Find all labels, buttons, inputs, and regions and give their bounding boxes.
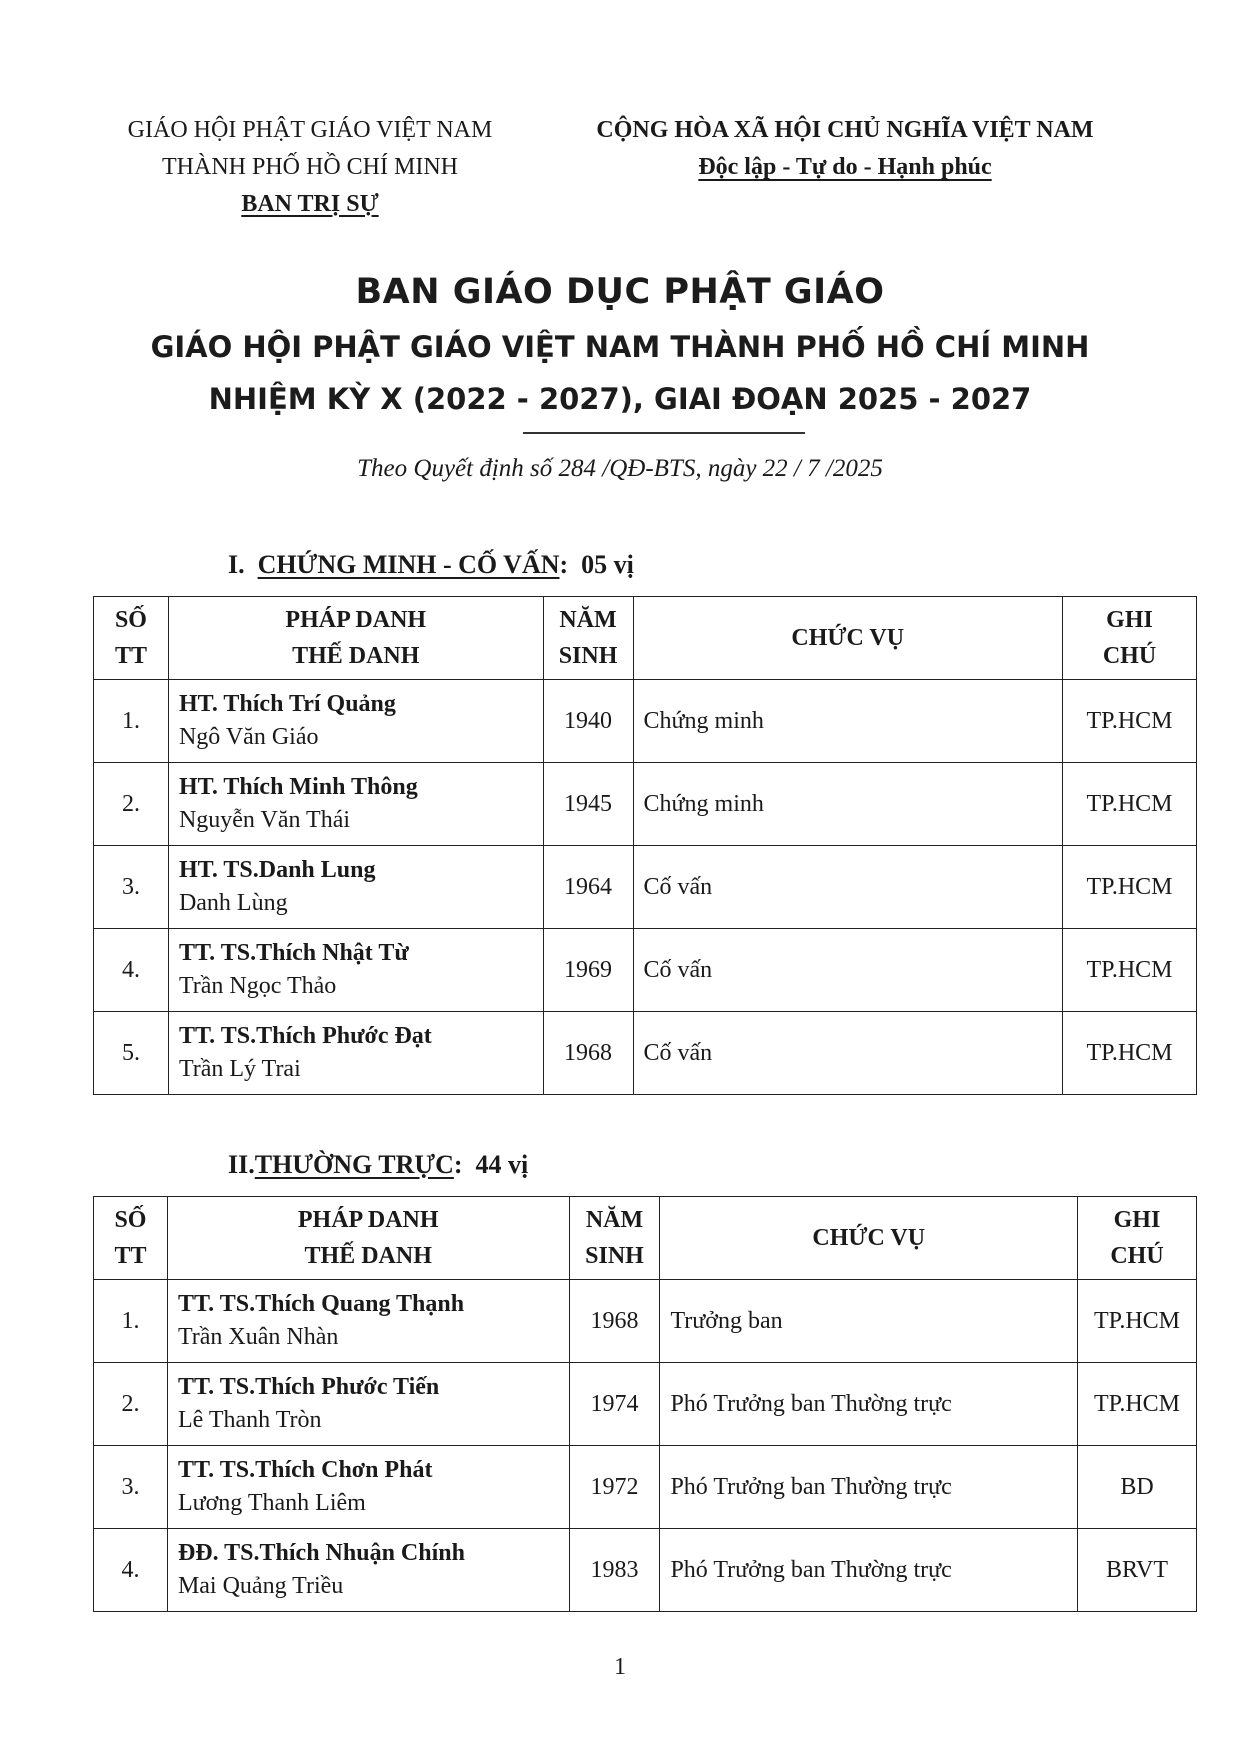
section-1-prefix: I. [228, 550, 258, 579]
lay-name: Trần Lý Trai [178, 1056, 301, 1082]
section-2-count: : 44 vị [453, 1150, 529, 1179]
col-note-line-2: CHÚ [1110, 1243, 1164, 1269]
col-name-header [167, 1197, 569, 1280]
cell-name [168, 680, 543, 763]
section-2-heading [228, 1150, 528, 1180]
col-year-header [569, 1197, 660, 1280]
cell-position: Cố vấn [633, 846, 1062, 929]
cell-year: 1968 [543, 1012, 633, 1095]
col-position-header: CHỨC VỤ [660, 1197, 1078, 1280]
section-1-count: : 05 vị [559, 550, 634, 579]
lay-name: Lê Thanh Tròn [177, 1407, 322, 1433]
col-stt-line-2: TT [114, 643, 147, 669]
section-1-label: CHỨNG MINH - CỐ VẤN [257, 550, 560, 579]
section-2-prefix: II. [228, 1150, 255, 1179]
col-note-line-2: CHÚ [1102, 643, 1157, 669]
col-note-header [1077, 1197, 1196, 1280]
table-row [94, 763, 1197, 846]
lay-name: Danh Lùng [178, 890, 288, 916]
cell-note: TP.HCM [1063, 763, 1197, 846]
lay-name: Nguyễn Văn Thái [178, 807, 351, 833]
doc-title-line-2: GIÁO HỘI PHẬT GIÁO VIỆT NAM THÀNH PHỐ HỒ CHÍ MINH [150, 330, 1090, 364]
cell-stt: 1. [94, 680, 169, 763]
dharma-name: HT. Thích Minh Thông [178, 774, 418, 800]
col-note-line-1: GHI [1106, 607, 1153, 633]
section-1-heading [228, 550, 634, 580]
table-header-row [94, 1197, 1197, 1280]
national-name: CỘNG HÒA XÃ HỘI CHỦ NGHĨA VIỆT NAM [596, 117, 1094, 143]
col-stt-line-1: SỐ [114, 1207, 147, 1233]
table-row [94, 1446, 1197, 1529]
col-stt-line-1: SỐ [114, 607, 147, 633]
col-name-line-1: PHÁP DANH [285, 607, 427, 633]
cell-year: 1968 [569, 1280, 660, 1363]
table-row [94, 929, 1197, 1012]
cell-note: TP.HCM [1077, 1280, 1196, 1363]
cell-stt: 3. [94, 846, 169, 929]
cell-note: TP.HCM [1063, 846, 1197, 929]
decision-reference: Theo Quyết định số 284 /QĐ-BTS, ngày 22 / 7 /2025 [357, 455, 883, 482]
cell-year: 1974 [569, 1363, 660, 1446]
cell-year: 1945 [543, 763, 633, 846]
doc-title-line-3: NHIỆM KỲ X (2022 - 2027), GIAI ĐOẠN 2025 - 2027 [208, 382, 1032, 416]
cell-name [168, 1012, 543, 1095]
cell-year: 1940 [543, 680, 633, 763]
cell-position: Chứng minh [633, 680, 1062, 763]
col-name-header [168, 597, 543, 680]
dharma-name: HT. Thích Trí Quảng [178, 691, 396, 717]
lay-name: Lương Thanh Liêm [177, 1490, 366, 1516]
table-header-row [94, 597, 1197, 680]
lay-name: Trần Xuân Nhàn [177, 1324, 339, 1350]
table-row [94, 1363, 1197, 1446]
table-row [94, 1012, 1197, 1095]
cell-name [167, 1529, 569, 1612]
col-stt-header [94, 597, 169, 680]
national-motto: Độc lập - Tự do - Hạnh phúc [698, 154, 992, 180]
col-note-header [1063, 597, 1197, 680]
cell-name [167, 1280, 569, 1363]
cell-stt: 1. [94, 1280, 168, 1363]
lay-name: Ngô Văn Giáo [178, 724, 319, 750]
col-year-line-2: SINH [585, 1243, 644, 1269]
table-row [94, 846, 1197, 929]
dharma-name: HT. TS.Danh Lung [178, 857, 376, 883]
cell-name [168, 929, 543, 1012]
roster-table-1 [93, 596, 1197, 1095]
section-2-label: THƯỜNG TRỰC [254, 1150, 454, 1179]
lay-name: Mai Quảng Triều [177, 1573, 344, 1599]
cell-stt: 5. [94, 1012, 169, 1095]
cell-position: Cố vấn [633, 1012, 1062, 1095]
cell-year: 1964 [543, 846, 633, 929]
cell-note: BD [1077, 1446, 1196, 1529]
cell-position: Trưởng ban [660, 1280, 1078, 1363]
col-position-header: CHỨC VỤ [633, 597, 1062, 680]
cell-note: BRVT [1077, 1529, 1196, 1612]
cell-position: Phó Trưởng ban Thường trực [660, 1446, 1078, 1529]
col-name-line-2: THẾ DANH [292, 643, 420, 669]
issuer-line-3: BAN TRỊ SỰ [241, 191, 379, 217]
lay-name: Trần Ngọc Thảo [178, 973, 337, 999]
cell-note: TP.HCM [1063, 929, 1197, 1012]
dharma-name: TT. TS.Thích Quang Thạnh [177, 1291, 465, 1317]
roster-table-2 [93, 1196, 1197, 1612]
issuer-block [90, 112, 530, 223]
cell-name [168, 763, 543, 846]
table-row [94, 1529, 1197, 1612]
dharma-name: TT. TS.Thích Nhật Từ [178, 940, 409, 966]
col-stt-line-2: TT [114, 1243, 147, 1269]
dharma-name: TT. TS.Thích Phước Đạt [178, 1023, 432, 1049]
cell-position: Phó Trưởng ban Thường trực [660, 1529, 1078, 1612]
cell-year: 1969 [543, 929, 633, 1012]
cell-name [167, 1446, 569, 1529]
cell-stt: 4. [94, 1529, 168, 1612]
issuer-line-2: THÀNH PHỐ HỒ CHÍ MINH [162, 154, 458, 180]
col-year-line-2: SINH [558, 643, 618, 669]
col-year-header [543, 597, 633, 680]
issuer-line-1: GIÁO HỘI PHẬT GIÁO VIỆT NAM [127, 117, 493, 143]
cell-year: 1983 [569, 1529, 660, 1612]
cell-stt: 3. [94, 1446, 168, 1529]
cell-name [168, 846, 543, 929]
cell-position: Phó Trưởng ban Thường trực [660, 1363, 1078, 1446]
dharma-name: ĐĐ. TS.Thích Nhuận Chính [177, 1540, 465, 1566]
cell-position: Cố vấn [633, 929, 1062, 1012]
cell-year: 1972 [569, 1446, 660, 1529]
cell-stt: 2. [94, 1363, 168, 1446]
cell-note: TP.HCM [1063, 680, 1197, 763]
cell-note: TP.HCM [1063, 1012, 1197, 1095]
doc-title-line-1: BAN GIÁO DỤC PHẬT GIÁO [355, 272, 885, 312]
title-divider [523, 432, 805, 434]
col-year-line-1: NĂM [585, 1207, 644, 1233]
col-name-line-1: PHÁP DANH [297, 1207, 439, 1233]
national-motto-block [575, 112, 1115, 186]
table-row [94, 1280, 1197, 1363]
cell-position: Chứng minh [633, 763, 1062, 846]
dharma-name: TT. TS.Thích Chơn Phát [177, 1457, 433, 1483]
cell-stt: 4. [94, 929, 169, 1012]
col-year-line-1: NĂM [559, 607, 617, 633]
col-stt-header [94, 1197, 168, 1280]
cell-stt: 2. [94, 763, 169, 846]
table-row [94, 680, 1197, 763]
cell-note: TP.HCM [1077, 1363, 1196, 1446]
col-name-line-2: THẾ DANH [304, 1243, 432, 1269]
dharma-name: TT. TS.Thích Phước Tiến [177, 1374, 440, 1400]
cell-name [167, 1363, 569, 1446]
page-number: 1 [614, 1654, 626, 1680]
col-note-line-1: GHI [1113, 1207, 1161, 1233]
